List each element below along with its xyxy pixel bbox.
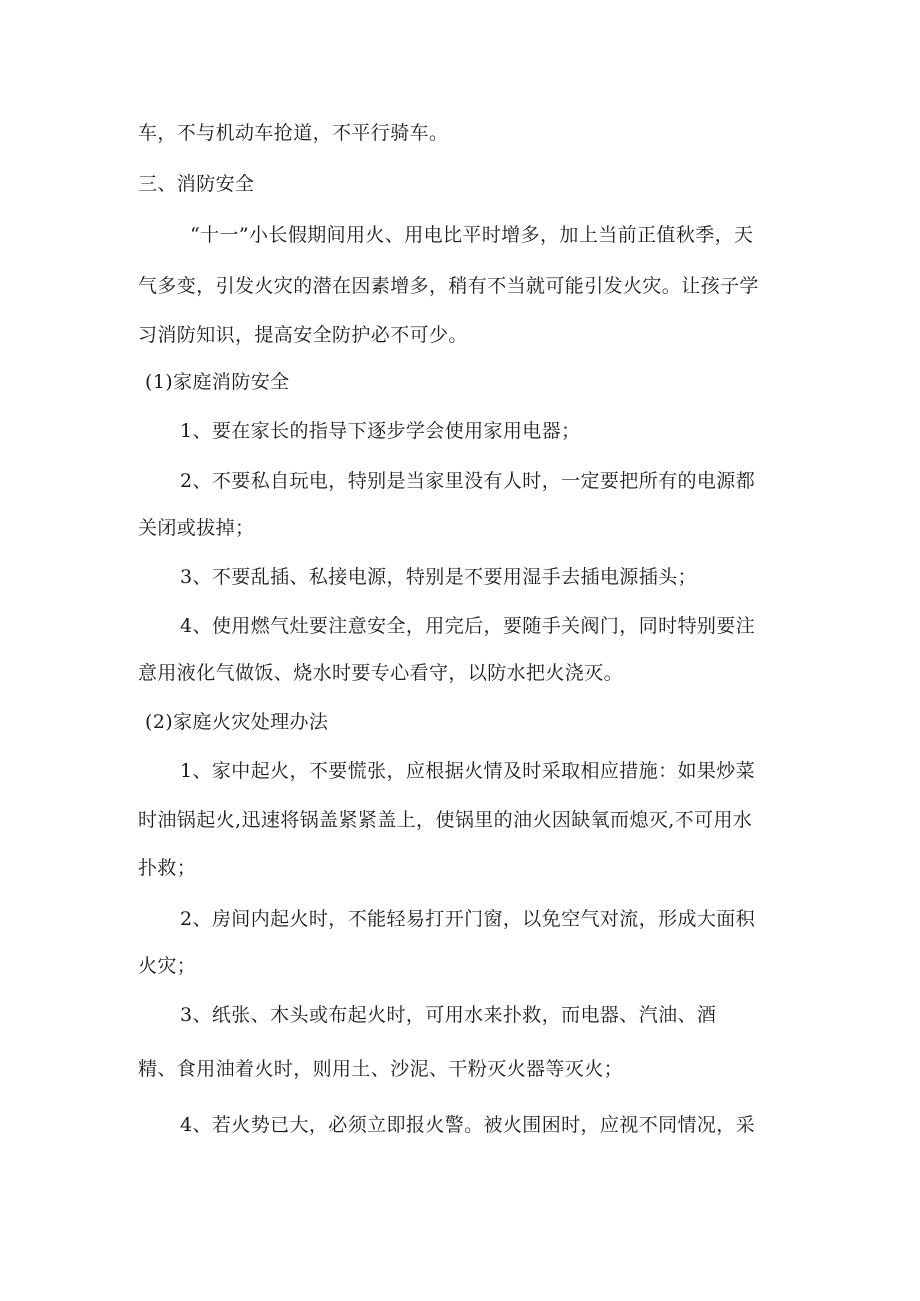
subsection-heading: (1)家庭消防安全: [145, 371, 290, 393]
list-item: 1、要在家长的指导下逐步学会使用家用电器；: [180, 420, 581, 442]
paragraph-line: 习消防知识，提高安全防护必不可少。: [138, 324, 468, 346]
list-item: 3、不要乱插、私接电源，特别是不要用湿手去插电源插头；: [180, 566, 697, 588]
section-heading: 三、消防安全: [138, 173, 255, 195]
paragraph-line: “十一”小长假期间用火、用电比平时增多，加上当前正值秋季，天: [190, 224, 754, 246]
paragraph-line: 车，不与机动车抢道，不平行骑车。: [138, 122, 449, 144]
list-item: 2、不要私自玩电，特别是当家里没有人时，一定要把所有的电源都: [180, 470, 756, 492]
paragraph-line: 火灾；: [138, 955, 197, 977]
paragraph-line: 扑救；: [138, 857, 197, 879]
paragraph-line: 精、食用油着火时，则用土、沙泥、干粉灭火器等灭火；: [138, 1058, 624, 1080]
paragraph-line: 关闭或拔掉；: [138, 517, 255, 539]
list-item: 1、家中起火，不要慌张，应根据火情及时采取相应措施：如果炒菜: [180, 760, 756, 782]
list-item: 4、若火势已大，必须立即报火警。被火围困时，应视不同情况，采: [180, 1114, 756, 1136]
paragraph-line: 意用液化气做饭、烧水时要专心看守，以防水把火浇灭。: [138, 662, 624, 684]
list-item: 2、房间内起火时，不能轻易打开门窗，以免空气对流，形成大面积: [180, 908, 756, 930]
list-item: 3、纸张、木头或布起火时，可用水来扑救，而电器、汽油、酒: [180, 1004, 717, 1026]
subsection-heading: (2)家庭火灾处理办法: [145, 711, 329, 733]
paragraph-line: 时油锅起火,迅速将锅盖紧紧盖上，使锅里的油火因缺氧而熄灭,不可用水: [138, 809, 753, 831]
paragraph-line: 气多变，引发火灾的潜在因素增多，稍有不当就可能引发火灾。让孩子学: [138, 275, 759, 297]
list-item: 4、使用燃气灶要注意安全，用完后，要随手关阀门，同时特别要注: [180, 615, 756, 637]
